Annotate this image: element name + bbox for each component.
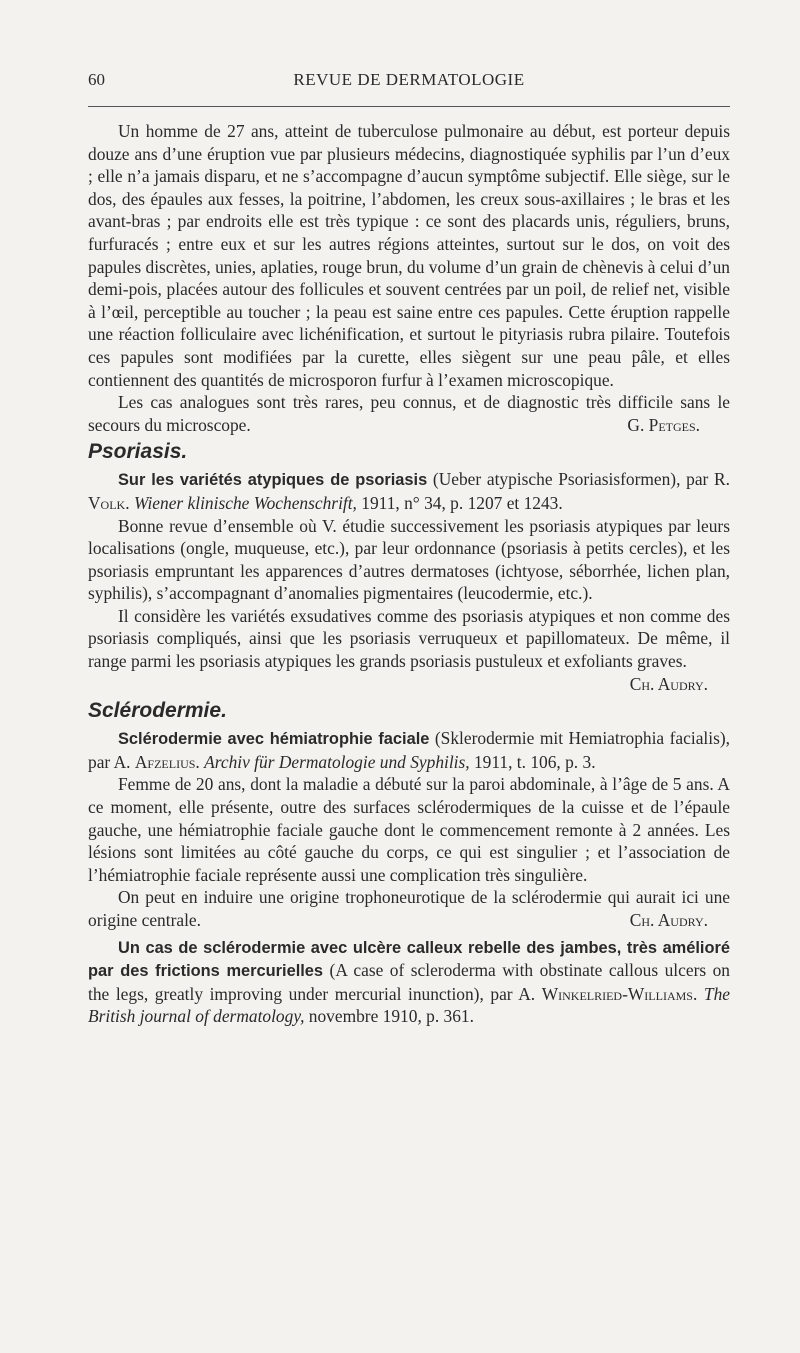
sclero-journal: Archiv für Dermatologie und Syphilis, bbox=[204, 751, 470, 772]
page-content bbox=[88, 120, 730, 1028]
psoriasis-article-title: Sur les variétés atypiques de psoriasis bbox=[118, 471, 428, 490]
page-header bbox=[88, 70, 730, 98]
ulcer-author: Winkelried-Williams bbox=[541, 983, 693, 1004]
intro-paragraph-1: Un homme de 27 ans, atteint de tuberculose pulmonaire au début, est porteur depuis douze ans d’une éruption vue par plusieurs médecins, diagnostiquée syphilis par l’un d’eux ; elle n’a jamais disparu, et ne s’accompagne d’aucun symptôme subjectif. Elle siège, sur le dos, des épaules aux fesses, la poitrine, l’abdomen, les creux sous-axillaires ; le bras et les avant-bras ; par endroits elle est très typique : ce sont des placards unis, réguliers, bruns, furfuracés ; entre eux et sur les autres régions atteintes, surtout sur le dos, on voit des papules discrètes, unies, aplaties, rouge brun, du volume d’un grain de chènevis à celui d’un demi-pois, placées autour des follicules et souvent centrées par un poil, de relief net, visible à l’œil, perceptible au toucher ; la peau est saine entre ces papules. Cette éruption rappelle une réaction folliculaire avec lichénification, et surtout le pityriasis rubra pilaire. Toutefois ces papules sont modifiées par la curette, elles siègent sur une peau pâle, et elles contiennent des quantités de microsporon furfur à l’examen microscopique. bbox=[88, 121, 730, 390]
ulcer-ref-text-b: . bbox=[692, 983, 704, 1004]
psoriasis-paragraph-2 bbox=[88, 605, 730, 694]
header-rule bbox=[88, 106, 730, 107]
intro-paragraph-2-text: Les cas analogues sont très rares, peu connus, et de diagnostic très difficile sans le secours du microscope. bbox=[88, 392, 730, 435]
intro-paragraph-2 bbox=[88, 391, 730, 436]
psoriasis-reference bbox=[88, 468, 730, 514]
ulcer-article-title: Un cas de sclérodermie avec ulcère calleux rebelle des jambes, très amélioré par des frictions mercurielles bbox=[88, 938, 730, 981]
running-title: REVUE DE DERMATOLOGIE bbox=[293, 70, 525, 89]
ulcer-ref-text-c: novembre 1910, p. 361. bbox=[304, 1006, 474, 1027]
section-heading-psoriasis: Psoriasis. bbox=[88, 440, 188, 464]
psoriasis-journal: Wiener klinische Wochenschrift, bbox=[133, 492, 357, 513]
sclero-paragraph-2 bbox=[88, 886, 730, 931]
sclero-signature: Ch. Audry. bbox=[629, 910, 708, 930]
section-heading-sclerodermie: Sclérodermie. bbox=[88, 699, 227, 723]
sclero-paragraph-2-text: On peut en induire une origine trophoneurotique de la sclérodermie qui aurait ici une origine centrale. bbox=[88, 887, 730, 930]
psoriasis-author: Volk bbox=[88, 492, 126, 513]
ulcer-reference bbox=[88, 936, 730, 1028]
sclero-ref-text-a: (Sklerodermie mit Hemiatrophia facialis), par A. bbox=[88, 728, 730, 772]
sclero-reference bbox=[88, 727, 730, 773]
sclero-article-title: Sclérodermie avec hémiatrophie faciale bbox=[118, 730, 430, 749]
sclero-author: Afzelius bbox=[134, 751, 196, 772]
psoriasis-ref-text-c: 1911, n° 34, p. 1207 et 1243. bbox=[356, 492, 563, 513]
ulcer-ref-text-a: (A case of scleroderma with obstinate callous ulcers on the legs, greatly improving under mercurial inunction), par A. bbox=[88, 960, 730, 1004]
psoriasis-paragraph-1: Bonne revue d’ensemble où V. étudie successivement les psoriasis atypiques par leurs localisations (ongle, muqueuse, etc.), par leur ordonnance (psoriasis à petits cercles), et les psoriasis empruntant les apparences d’autres dermatoses (ichtyose, séborrhée, lichen plan, syphilis), s’accompagnant d’anomalies pigmentaires (leucodermie, etc.). bbox=[88, 515, 730, 604]
sclero-ref-text-c: 1911, t. 106, p. 3. bbox=[469, 751, 596, 772]
ulcer-journal: The British journal of dermatology, bbox=[88, 983, 730, 1027]
psoriasis-paragraph-2-text: Il considère les variétés exsudatives comme des psoriasis atypiques et non comme des psoriasis compliqués, ainsi que les psoriasis verruqueux et papillomateux. De même, il range parmi les psoriasis atypiques les grands psoriasis pustuleux et exfoliants graves. bbox=[88, 605, 730, 672]
sclero-ref-text-b: . bbox=[195, 751, 205, 772]
page-number: 60 bbox=[88, 70, 105, 89]
psoriasis-ref-text-b: . bbox=[125, 492, 134, 513]
psoriasis-ref-text-a: (Ueber atypische Psoriasisformen), par R. bbox=[427, 469, 730, 490]
intro-signature: G. Petges. bbox=[627, 414, 700, 435]
sclero-paragraph-1: Femme de 20 ans, dont la maladie a débuté sur la paroi abdominale, à l’âge de 5 ans. A ce moment, elle présente, outre des surfaces sclérodermiques de la cuisse et de l’épaule gauche, une hémiatrophie faciale gauche dont le commencement remonte à 2 années. Les lésions sont limitées au côté gauche du corps, ce qui est singulier ; et l’association de l’hémiatrophie faciale représente aussi une complication très singulière. bbox=[88, 774, 730, 885]
psoriasis-signature: Ch. Audry. bbox=[629, 673, 708, 694]
